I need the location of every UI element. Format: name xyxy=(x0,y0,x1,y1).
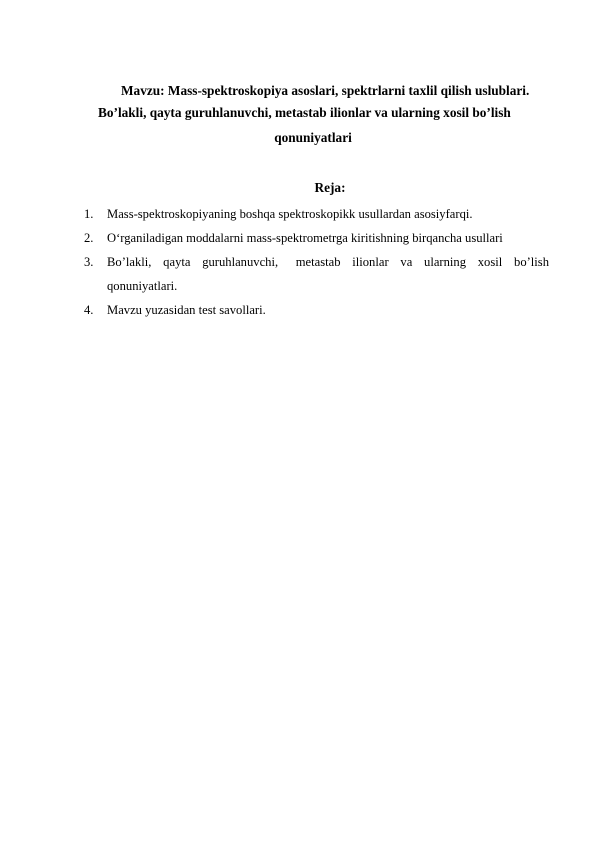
plan-item-text: Mavzu yuzasidan test savollari. xyxy=(107,303,266,317)
plan-item-number: 3. xyxy=(84,255,94,269)
plan-item-2 xyxy=(84,226,549,250)
plan-list xyxy=(84,202,549,322)
plan-item-text: Bo’lakli, qayta guruhlanuvchi, metastab ilionlar va ularning xosil bo’lish xyxy=(107,255,549,269)
topic-title-line-3: qonuniyatlari xyxy=(274,130,352,145)
plan-item-1 xyxy=(84,202,549,226)
plan-item-text-continuation: qonuniyatlari. xyxy=(107,279,178,293)
plan-heading: Reja: xyxy=(314,180,346,195)
plan-item-text: O‘rganiladigan moddalarni mass-spektrometrga kiritishning birqancha usullari xyxy=(107,231,503,245)
plan-item-number: 2. xyxy=(84,231,94,245)
plan-item-number: 1. xyxy=(84,207,94,221)
plan-item-4 xyxy=(84,298,549,322)
plan-item-text: Mass-spektroskopiyaning boshqa spektroskopikk usullardan asosiyfarqi. xyxy=(107,207,473,221)
plan-item-number: 4. xyxy=(84,303,94,317)
topic-title-line-1: Mavzu: Mass-spektroskopiya asoslari, spektrlarni taxlil qilish uslublari. xyxy=(121,83,530,98)
topic-title-line-2: Bo’lakli, qayta guruhlanuvchi, metastab ilionlar va ularning xosil bo’lish xyxy=(98,105,511,120)
plan-item-3 xyxy=(84,250,549,298)
